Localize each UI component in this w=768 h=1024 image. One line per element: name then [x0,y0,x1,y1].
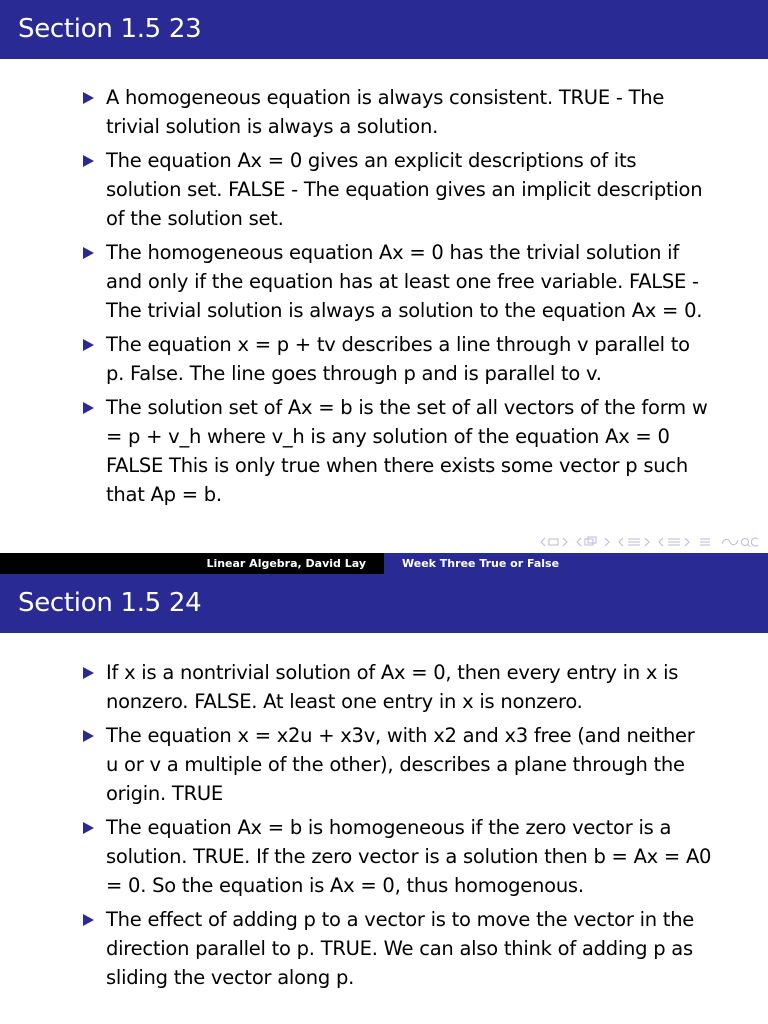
list-item: If x is a nontrivial solution of Ax = 0, then every entry in x is nonzero. FALSE. At least one entry in x is nonzero. [80,658,712,716]
slide-title-bar [0,0,768,59]
list-item: A homogeneous equation is always consistent. TRUE - The trivial solution is always a solution. [80,83,712,141]
slide-title: Section 1.5 23 [18,14,202,44]
triangle-bullet-icon [83,730,94,742]
beamer-navigation [540,535,760,549]
triangle-bullet-icon [83,92,94,104]
triangle-bullet-icon [83,667,94,679]
triangle-bullet-icon [83,914,94,926]
list-item: The homogeneous equation Ax = 0 has the trivial solution if and only if the equation has at least one free variable. FALSE - The trivial solution is always a solution to the equation Ax = 0. [80,238,712,325]
slide-footer [0,553,768,574]
footer-author: Linear Algebra, David Lay [206,557,366,570]
triangle-bullet-icon [83,339,94,351]
list-item: The equation Ax = 0 gives an explicit descriptions of its solution set. FALSE - The equation gives an implicit description of the solution set. [80,146,712,233]
list-item: The equation x = p + tv describes a line through v parallel to p. False. The line goes through p and is parallel to v. [80,330,712,388]
nav-search-icon[interactable] [720,536,760,548]
list-item: The equation Ax = b is homogeneous if the zero vector is a solution. TRUE. If the zero vector is a solution then b = Ax = A0 = 0. So the equation is Ax = 0, thus homogenous. [80,813,712,900]
list-item: The effect of adding p to a vector is to move the vector in the direction parallel to p. TRUE. We can also think of adding p as sliding the vector along p. [80,905,712,992]
nav-align-icon[interactable] [698,536,712,548]
bullet-list [80,83,712,514]
footer-title: Week Three True or False [402,557,560,570]
triangle-bullet-icon [83,247,94,259]
slide-title-bar [0,574,768,633]
list-item: The solution set of Ax = b is the set of all vectors of the form w = p + v_h where v_h is any solution of the equation Ax = 0 FALSE This is only true when there exists some vector p such that Ap = b. [80,393,712,509]
triangle-bullet-icon [83,402,94,414]
triangle-bullet-icon [83,822,94,834]
footer-title-box [384,553,768,574]
list-item: The equation x = x2u + x3v, with x2 and x3 free (and neither u or v a multiple of the other), describes a plane through the origin. TRUE [80,721,712,808]
nav-frame-icon[interactable] [540,536,568,548]
slide-2 [0,574,768,1024]
triangle-bullet-icon [83,155,94,167]
nav-subsection-icon[interactable] [576,536,610,548]
footer-author-box [0,553,384,574]
nav-slide-icon[interactable] [658,536,690,548]
nav-section-icon[interactable] [618,536,650,548]
slide-title: Section 1.5 24 [18,588,202,618]
bullet-list [80,658,712,997]
